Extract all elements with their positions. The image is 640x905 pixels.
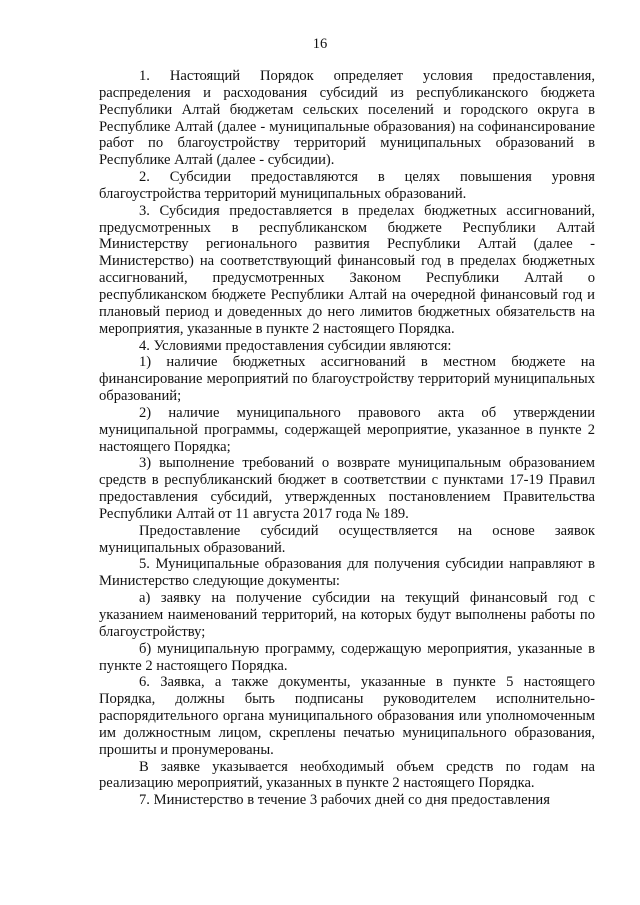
paragraph-4: 4. Условиями предоставления субсидии являются:	[139, 337, 452, 354]
paragraph-4-item-2: 2) наличие муниципального правового акта об утверждении муниципальной программы, содержащей мероприятие, указанное в пункте 2 настоящего Порядка;	[99, 404, 595, 455]
paragraph-5-item-a: а) заявку на получение субсидии на текущий финансовый год с указанием наименований территорий, на которых будут выполнены работы по благоустройству;	[99, 590, 595, 640]
paragraph-7: 7. Министерство в течение 3 рабочих дней со дня предоставления	[139, 792, 550, 809]
paragraph-1: 1. Настоящий Порядок определяет условия предоставления, распределения и расходования субсидий из республиканского бюджета Республики Алтай бюджетам сельских поселений и городского округа в Республике Алтай (далее - муниципальные образования) на софинансирование работ по благоустройству территорий муниципальных образований в Республике Алтай (далее - субсидии).	[99, 68, 595, 169]
paragraph-2: 2. Субсидии предоставляются в целях повышения уровня благоустройства территорий муниципальных образований.	[99, 169, 595, 202]
paragraph-6-note: В заявке указывается необходимый объем средств по годам на реализацию мероприятий, указанных в пункте 2 настоящего Порядка.	[99, 758, 595, 792]
paragraph-5: 5. Муниципальные образования для получения субсидии направляют в Министерство следующие документы:	[99, 556, 595, 590]
page-number: 16	[312, 36, 328, 52]
paragraph-6: 6. Заявка, а также документы, указанные в пункте 5 настоящего Порядка, должны быть подписаны руководителем исполнительно-распорядительного органа муниципального образования или уполномоченным им должностным лицом, скреплены печатью муниципального образования, прошиты и пронумерованы.	[99, 674, 595, 758]
paragraph-4-item-1: 1) наличие бюджетных ассигнований в местном бюджете на финансирование мероприятий по благоустройству территорий муниципальных образований;	[99, 354, 595, 405]
paragraph-5-item-b: б) муниципальную программу, содержащую мероприятия, указанные в пункте 2 настоящего Порядка.	[99, 640, 595, 674]
paragraph-3: 3. Субсидия предоставляется в пределах бюджетных ассигнований, предусмотренных в республиканском бюджете Республики Алтай Министерству регионального развития Республики Алтай (далее - Министерство) на соответствующий финансовый год в пределах бюджетных ассигнований, предусмотренных Законом Республики Алтай о республиканском бюджете Республики Алтай на очередной финансовый год и плановый период и доведенных до него лимитов бюджетных обязательств на мероприятия, указанные в пункте 2 настоящего Порядка.	[99, 202, 595, 337]
paragraph-4-item-3: 3) выполнение требований о возврате муниципальным образованием средств в республиканский бюджет в соответствии с пунктами 17-19 Правил предоставления субсидий, утвержденных постановлением Правительства Республики Алтай от 11 августа 2017 года № 189.	[99, 455, 595, 522]
paragraph-4-note: Предоставление субсидий осуществляется на основе заявок муниципальных образований.	[99, 522, 595, 556]
document-body	[99, 68, 595, 809]
